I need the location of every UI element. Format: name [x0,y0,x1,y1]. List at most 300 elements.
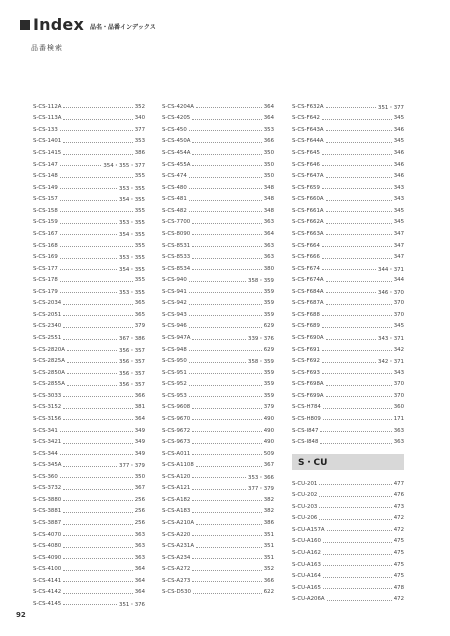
index-entry[interactable] [33,240,145,252]
dot-leader [63,304,132,305]
page-reference: 347 [393,230,404,237]
product-code: S-CS-F674A [292,277,324,284]
product-code: S-CS-F698A [292,381,324,388]
index-entry[interactable] [162,506,274,518]
dot-leader [60,258,117,259]
page-reference: 349 [134,450,145,457]
index-entry[interactable] [292,524,404,536]
page-reference: 356・357 [119,382,145,389]
product-code: S-CS-H784 [292,404,321,411]
index-entry[interactable] [33,413,145,425]
index-entry[interactable] [162,170,274,182]
index-entry[interactable] [162,251,274,263]
dot-leader [192,570,261,571]
dot-leader [322,165,392,166]
page-reference: 350 [263,150,274,157]
product-code: S-CS-948 [162,346,187,353]
index-entry[interactable] [162,471,274,483]
product-code: S-CS-946 [162,323,187,330]
product-code: S-CS-F662A [292,219,324,226]
dot-leader [189,304,262,305]
page-reference: 475 [393,550,404,557]
index-entry[interactable] [162,517,274,529]
dot-leader [189,281,246,282]
index-entry[interactable] [162,321,274,333]
index-entry[interactable] [33,263,145,275]
page-reference: 358・359 [248,359,274,366]
dot-leader [63,339,117,340]
page-reference: 359 [263,369,274,376]
page-reference: 629 [263,323,274,330]
index-entry[interactable] [33,147,145,159]
dot-leader [67,373,117,374]
index-entry[interactable] [33,459,145,471]
dot-leader [322,154,392,155]
product-code: S-CS-953 [162,392,187,399]
product-code: S-CS-482 [162,207,187,214]
index-entry[interactable] [33,124,145,136]
dot-leader [192,339,246,340]
product-code: S-CS-F661A [292,207,324,214]
index-entry[interactable] [292,559,404,571]
dot-leader [323,565,392,566]
product-code: S-CS-133 [33,126,58,133]
page-reference: 363 [393,439,404,446]
dot-leader [193,593,262,594]
dot-leader [323,542,392,543]
index-entry[interactable] [292,379,404,391]
index-column-2 [162,101,274,598]
dot-leader [320,431,391,432]
index-entry[interactable] [162,355,274,367]
index-entry[interactable] [162,459,274,471]
index-entry[interactable] [292,251,404,263]
section-header: S・CU [292,454,404,470]
page-reference: 622 [263,589,274,596]
index-entry[interactable] [292,228,404,240]
dot-leader [192,477,246,478]
index-entry[interactable] [33,564,145,576]
index-entry[interactable] [162,448,274,460]
product-code: S-CS-F659 [292,184,320,191]
dot-leader [63,443,132,444]
index-entry[interactable] [33,251,145,263]
index-entry[interactable] [33,321,145,333]
dot-leader [192,165,261,166]
index-entry[interactable] [33,228,145,240]
index-entry[interactable] [162,101,274,113]
index-entry[interactable] [162,217,274,229]
page-reference: 346・370 [378,289,404,296]
index-entry[interactable] [33,194,145,206]
dot-leader [192,154,261,155]
page-reference: 386 [134,150,145,157]
index-entry[interactable] [162,298,274,310]
index-entry[interactable] [33,483,145,495]
dot-leader [60,269,117,270]
index-entry[interactable] [33,540,145,552]
index-entry[interactable] [33,159,145,171]
page-reference: 382 [263,496,274,503]
page-reference: 364 [263,115,274,122]
product-code: S-CS-8531 [162,242,191,249]
page-reference: 366 [263,577,274,584]
dot-leader [63,466,117,467]
index-entry[interactable] [33,170,145,182]
index-entry[interactable] [292,570,404,582]
page-reference: 379 [134,323,145,330]
dot-leader [189,396,262,397]
page-number: 92 [16,611,26,619]
index-entry[interactable] [292,355,404,367]
page-reference: 365 [134,300,145,307]
page-reference: 365 [134,311,145,318]
index-entry[interactable] [292,286,404,298]
index-entry[interactable] [292,298,404,310]
dot-leader [192,581,261,582]
index-entry[interactable] [292,194,404,206]
index-entry[interactable] [162,205,274,217]
dot-leader [323,577,392,578]
dot-leader [192,535,261,536]
index-entry[interactable] [162,309,274,321]
index-entry[interactable] [162,564,274,576]
index-entry[interactable] [162,402,274,414]
product-code: S-CS-158 [33,207,58,214]
product-code: S-CS-941 [162,288,187,295]
dot-leader [189,177,262,178]
page-reference: 381 [134,404,145,411]
index-entry[interactable] [33,425,145,437]
product-code: S-CU-201 [292,480,318,487]
index-entry[interactable] [162,136,274,148]
page-reference: 359 [263,311,274,318]
dot-leader [192,258,261,259]
page-reference: 356・357 [119,359,145,366]
dot-leader [63,512,132,513]
page-reference: 472 [393,596,404,603]
index-entry[interactable] [33,494,145,506]
page-reference: 475 [393,573,404,580]
page-reference: 346 [393,173,404,180]
index-entry[interactable] [162,587,274,599]
index-entry[interactable] [292,263,404,275]
index-entry[interactable] [33,332,145,344]
index-entry[interactable] [292,182,404,194]
product-code: S-CS-177 [33,265,58,272]
index-entry[interactable] [33,517,145,529]
index-entry[interactable] [162,286,274,298]
index-entry[interactable] [162,240,274,252]
index-entry[interactable] [292,309,404,321]
index-entry[interactable] [162,425,274,437]
index-entry[interactable] [33,274,145,286]
index-entry[interactable] [162,263,274,275]
index-entry[interactable] [292,217,404,229]
product-code: S-CS-H809 [292,415,321,422]
dot-leader [322,350,392,351]
product-code: S-CS-I847 [292,427,319,434]
index-entry[interactable] [292,344,404,356]
page-reference: 351・376 [119,601,145,608]
dot-leader [319,519,391,520]
page-reference: 359 [263,300,274,307]
page-reference: 359 [263,288,274,295]
product-code: S-CS-3732 [33,485,62,492]
index-entry[interactable] [33,298,145,310]
index-entry[interactable] [292,274,404,286]
product-code: S-CS-344 [33,450,58,457]
dot-leader [326,223,392,224]
product-code: S-CS-F684A [292,288,324,295]
index-entry[interactable] [162,147,274,159]
dot-leader [326,107,376,108]
index-entry[interactable] [33,205,145,217]
dot-leader [192,142,261,143]
index-entry[interactable] [292,113,404,125]
product-code: S-CS-455A [162,161,191,168]
product-code: S-CS-2825A [33,358,65,365]
index-entry[interactable] [33,575,145,587]
product-code: S-CS-341 [33,427,58,434]
product-code: S-CS-A1108 [162,462,194,469]
product-code: S-CS-3152 [33,404,62,411]
dot-leader [67,350,117,351]
product-code: S-CS-951 [162,369,187,376]
page-reference: 363 [263,242,274,249]
page-reference: 344・371 [378,266,404,273]
index-entry[interactable] [292,489,404,501]
page-reference: 477 [393,480,404,487]
index-entry[interactable] [162,344,274,356]
index-entry[interactable] [292,547,404,559]
index-entry[interactable] [33,101,145,113]
index-entry[interactable] [33,113,145,125]
index-entry[interactable] [292,240,404,252]
dot-leader [192,489,246,490]
index-entry[interactable] [162,194,274,206]
index-entry[interactable] [162,228,274,240]
index-entry[interactable] [33,598,145,610]
dot-leader [320,443,391,444]
dot-leader [322,327,392,328]
product-code: S-CS-474 [162,173,187,180]
product-code: S-CS-F645 [292,150,320,157]
product-code: S-CS-112A [33,103,62,110]
index-entry[interactable] [33,390,145,402]
index-entry[interactable] [292,402,404,414]
index-entry[interactable] [162,124,274,136]
page-reference: 343 [393,184,404,191]
index-entry[interactable] [162,274,274,286]
index-entry[interactable] [33,587,145,599]
product-code: S-CS-F663A [292,230,324,237]
dot-leader [60,454,133,455]
product-code: S-CS-2340 [33,323,62,330]
page-reference: 476 [393,492,404,499]
page-reference: 343 [393,369,404,376]
index-entry[interactable] [162,575,274,587]
product-code: S-CS-950 [162,358,187,365]
page-reference: 472 [393,526,404,533]
dot-leader [60,431,133,432]
page-reference: 364 [263,230,274,237]
product-code: S-CS-7700 [162,219,191,226]
index-entry[interactable] [33,286,145,298]
dot-leader [322,188,392,189]
index-entry[interactable] [292,147,404,159]
product-code: S-CS-F693 [292,369,320,376]
product-code: S-CS-3033 [33,392,62,399]
page-reference: 363 [134,531,145,538]
page-reference: 345 [393,323,404,330]
index-entry[interactable] [162,494,274,506]
index-entry[interactable] [292,513,404,525]
index-entry[interactable] [33,309,145,321]
page-reference: 350 [263,161,274,168]
page-reference: 256 [134,496,145,503]
index-entry[interactable] [33,217,145,229]
index-entry[interactable] [162,113,274,125]
dot-leader [67,362,117,363]
index-entry[interactable] [162,390,274,402]
product-code: S-CS-F660A [292,196,324,203]
page-reference: 490 [263,427,274,434]
index-entry[interactable] [162,379,274,391]
page-reference: 256 [134,508,145,515]
dot-leader [192,119,261,120]
index-entry[interactable] [33,471,145,483]
index-entry[interactable] [33,436,145,448]
index-entry[interactable] [162,332,274,344]
page-reference: 353・355 [119,185,145,192]
index-entry[interactable] [33,344,145,356]
index-entry[interactable] [162,413,274,425]
product-code: S-CS-A210A [162,520,195,527]
product-code: S-CS-3887 [33,520,62,527]
product-code: S-CU-A163 [292,561,321,568]
product-code: S-CS-4100 [33,566,62,573]
page-reference: 346 [393,126,404,133]
dot-leader [63,315,132,316]
page-reference: 356・357 [119,347,145,354]
index-entry[interactable] [162,436,274,448]
dot-leader [63,419,132,420]
index-entry[interactable] [292,321,404,333]
product-code: S-CS-A121 [162,485,191,492]
index-entry[interactable] [292,425,404,437]
index-entry[interactable] [292,582,404,594]
index-entry[interactable] [292,205,404,217]
dot-leader [189,200,262,201]
page-reference: 343 [393,196,404,203]
index-entry[interactable] [162,182,274,194]
index-entry[interactable] [292,436,404,448]
index-entry[interactable] [162,483,274,495]
product-code: S-CS-943 [162,311,187,318]
index-entry[interactable] [292,332,404,344]
page-reference: 490 [263,415,274,422]
dot-leader [326,292,376,293]
index-entry[interactable] [33,182,145,194]
product-code: S-CS-148 [33,173,58,180]
index-entry[interactable] [292,101,404,113]
index-entry[interactable] [162,529,274,541]
product-code: S-CS-A272 [162,566,191,573]
index-entry[interactable] [33,448,145,460]
page-reference: 350 [134,473,145,480]
page-reference: 364 [134,577,145,584]
index-entry[interactable] [292,594,404,606]
page-reference: 377・379 [248,486,274,493]
dot-leader [322,246,392,247]
index-entry[interactable] [292,413,404,425]
product-code: S-CS-157 [33,196,58,203]
index-entry[interactable] [292,390,404,402]
index-entry[interactable] [33,506,145,518]
product-code: S-CS-481 [162,196,187,203]
dot-leader [326,142,392,143]
index-entry[interactable] [33,379,145,391]
page-reference: 344 [393,277,404,284]
product-code: S-CS-167 [33,230,58,237]
dot-leader [327,530,392,531]
index-entry[interactable] [33,402,145,414]
index-entry[interactable] [33,136,145,148]
page-reference: 354・355 [119,231,145,238]
index-entry[interactable] [292,536,404,548]
page-reference: 367 [263,462,274,469]
dot-leader [326,396,392,397]
page-reference: 380 [263,265,274,272]
page-reference: 345 [393,207,404,214]
product-code: S-CS-169 [33,254,58,261]
index-entry[interactable] [162,367,274,379]
product-code: S-CS-159 [33,219,58,226]
index-entry[interactable] [292,170,404,182]
index-entry[interactable] [292,124,404,136]
product-code: S-CS-113A [33,115,62,122]
dot-leader [323,408,392,409]
index-entry[interactable] [33,552,145,564]
index-entry[interactable] [33,367,145,379]
page-reference: 366 [263,138,274,145]
dot-leader [323,554,392,555]
index-entry[interactable] [292,501,404,513]
dot-leader [63,119,132,120]
index-entry[interactable] [162,159,274,171]
index-entry[interactable] [33,355,145,367]
page-reference: 363 [263,219,274,226]
index-entry[interactable] [292,159,404,171]
index-entry[interactable] [292,478,404,490]
index-entry[interactable] [292,136,404,148]
page-reference: 358・359 [248,278,274,285]
dot-leader [196,547,262,548]
page-reference: 629 [263,346,274,353]
index-entry[interactable] [33,529,145,541]
index-column-3 [292,101,404,605]
product-code: S-CS-9672 [162,427,191,434]
index-entry[interactable] [162,540,274,552]
page-reference: 363 [393,427,404,434]
index-entry[interactable] [162,552,274,564]
product-code: S-CS-942 [162,300,187,307]
page-reference: 370 [393,300,404,307]
index-entry[interactable] [292,367,404,379]
product-code: S-CS-178 [33,277,58,284]
dot-leader [326,281,392,282]
